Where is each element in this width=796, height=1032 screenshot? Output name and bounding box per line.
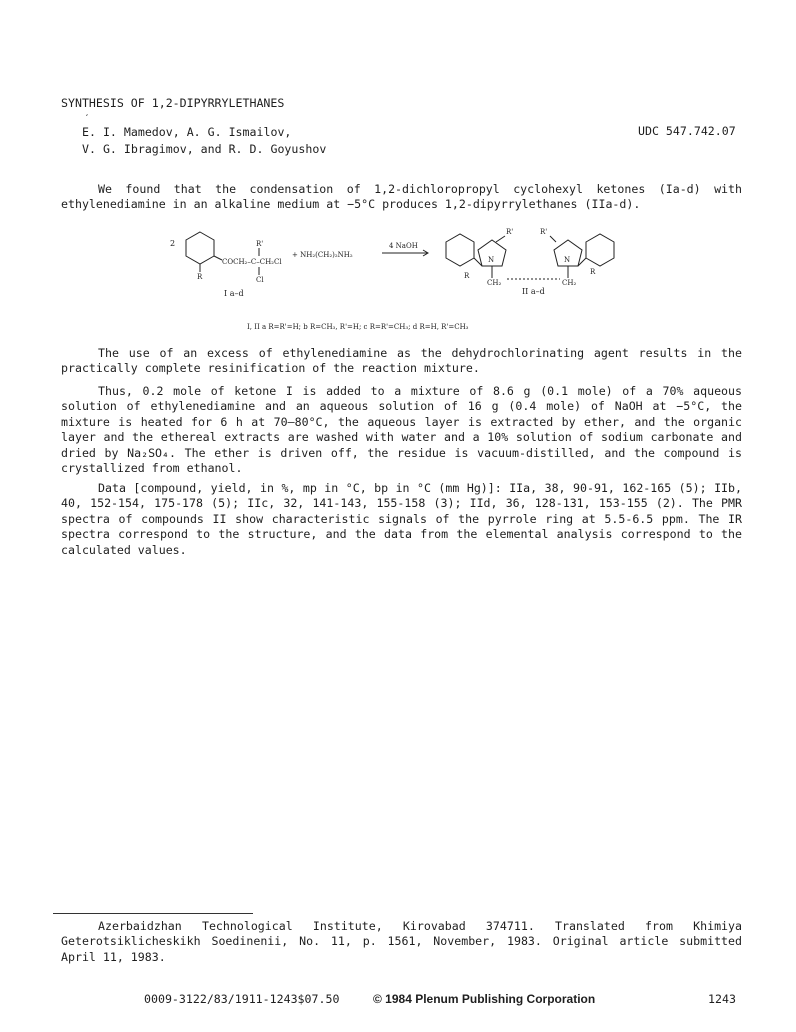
product-ring-left [446, 234, 474, 266]
accent-mark: ˊ [84, 114, 91, 125]
bond-r1-left [496, 236, 505, 242]
reactant-ring [186, 232, 214, 264]
paragraph-procedure-text: Thus, 0.2 mole of ketone I is added to a mixture of 8.6 g (0.1 mole) of a 70% aqueous solution of ethylenediamine and an aqueous solution of 16 g (0.4 mole) of NaOH at −5°C, the mixture is heated for 6 h at 70–80°C, the aqueous layer is extracted by ether, and the organic layer and the ethereal extracts are washed with water and a 10% solution of sodium carbonate and dried by Na₂SO₄. The ether is driven off, the residue is vacuum-distilled, and the compound is crystallized from ethanol. [61, 384, 742, 476]
reactant-r1: R' [256, 240, 264, 248]
product-ring-right [586, 234, 614, 266]
bond-r1-right [550, 236, 556, 242]
paragraph-data-text: Data [compound, yield, in %, mp in °C, bp in °C (mm Hg)]: IIa, 38, 90-91, 162-165 (5); IIb, 40, 152-154, 175-178 (5); IIc, 32, 141-143, 155-158 (3); IId, 36, 128-131, 153-155 (2). The PMR spectra of compounds II show characteristic signals of the pyrrole ring at 5.5-6.5 ppm. The IR spectra correspond to the structure, and the data from the elemental analysis correspond to the calculated values. [61, 481, 742, 557]
article-code: 0009-3122/83/1911-1243$07.50 [144, 992, 340, 1006]
reagent: + NH₂(CH₂)₂NH₂ [292, 251, 353, 259]
product-n-right: N [564, 256, 571, 264]
footnote-rule [53, 913, 253, 914]
paragraph-intro [61, 182, 742, 213]
product-r-right: R [590, 268, 596, 276]
coefficient: 2 [170, 239, 176, 248]
article-title: SYNTHESIS OF 1,2-DIPYRRYLETHANES [61, 96, 285, 110]
label-reactant: I a–d [224, 289, 244, 298]
reaction-scheme [160, 226, 620, 318]
product-ch2-right: CH₂ [562, 279, 577, 287]
udc-code: UDC 547.742.07 [638, 124, 736, 138]
label-product: II a–d [522, 287, 545, 296]
bond-chain [214, 256, 222, 260]
authors-line-2: V. G. Ibragimov, and R. D. Goyushov [82, 142, 327, 156]
footnote-text: Azerbaidzhan Technological Institute, Kirovabad 374711. Translated from Khimiya Geterotsiklicheskikh Soedinenii, No. 11, p. 1561, November, 1983. Original article submitted April 11, 1983. [61, 919, 742, 964]
product-n-left: N [488, 256, 495, 264]
product-r1-right: R' [540, 228, 548, 236]
reactant-cl: Cl [256, 276, 264, 284]
paragraph-resinification [61, 346, 742, 377]
footnote [61, 919, 742, 965]
scheme-legend: I, II a R=R'=H; b R=CH₃, R'=H; c R=R'=CH₃; d R=H, R'=CH₃ [247, 323, 469, 331]
authors-line-1: E. I. Mamedov, A. G. Ismailov, [82, 125, 292, 139]
reactant-chain: COCH₂–C–CH₂Cl [222, 258, 282, 266]
paragraph-resinification-text: The use of an excess of ethylenediamine as the dehydrochlorinating agent results in the practically complete resinification of the reaction mixture. [61, 346, 742, 376]
product-ch2-left: CH₂ [487, 279, 502, 287]
reactant-r: R [197, 273, 203, 281]
product-r-left: R [464, 272, 470, 280]
page-number: 1243 [708, 992, 736, 1006]
paragraph-intro-text: We found that the condensation of 1,2-dichloropropyl cyclohexyl ketones (Ia-d) with ethylenediamine in an alkaline medium at −5°C produces 1,2-dipyrrylethanes (IIa-d). [61, 182, 742, 212]
paragraph-procedure [61, 384, 742, 476]
paragraph-data [61, 481, 742, 558]
product-r1-left: R' [506, 228, 514, 236]
arrow-label: 4 NaOH [389, 242, 418, 250]
authors [82, 124, 326, 158]
copyright: © 1984 Plenum Publishing Corporation [373, 992, 596, 1006]
